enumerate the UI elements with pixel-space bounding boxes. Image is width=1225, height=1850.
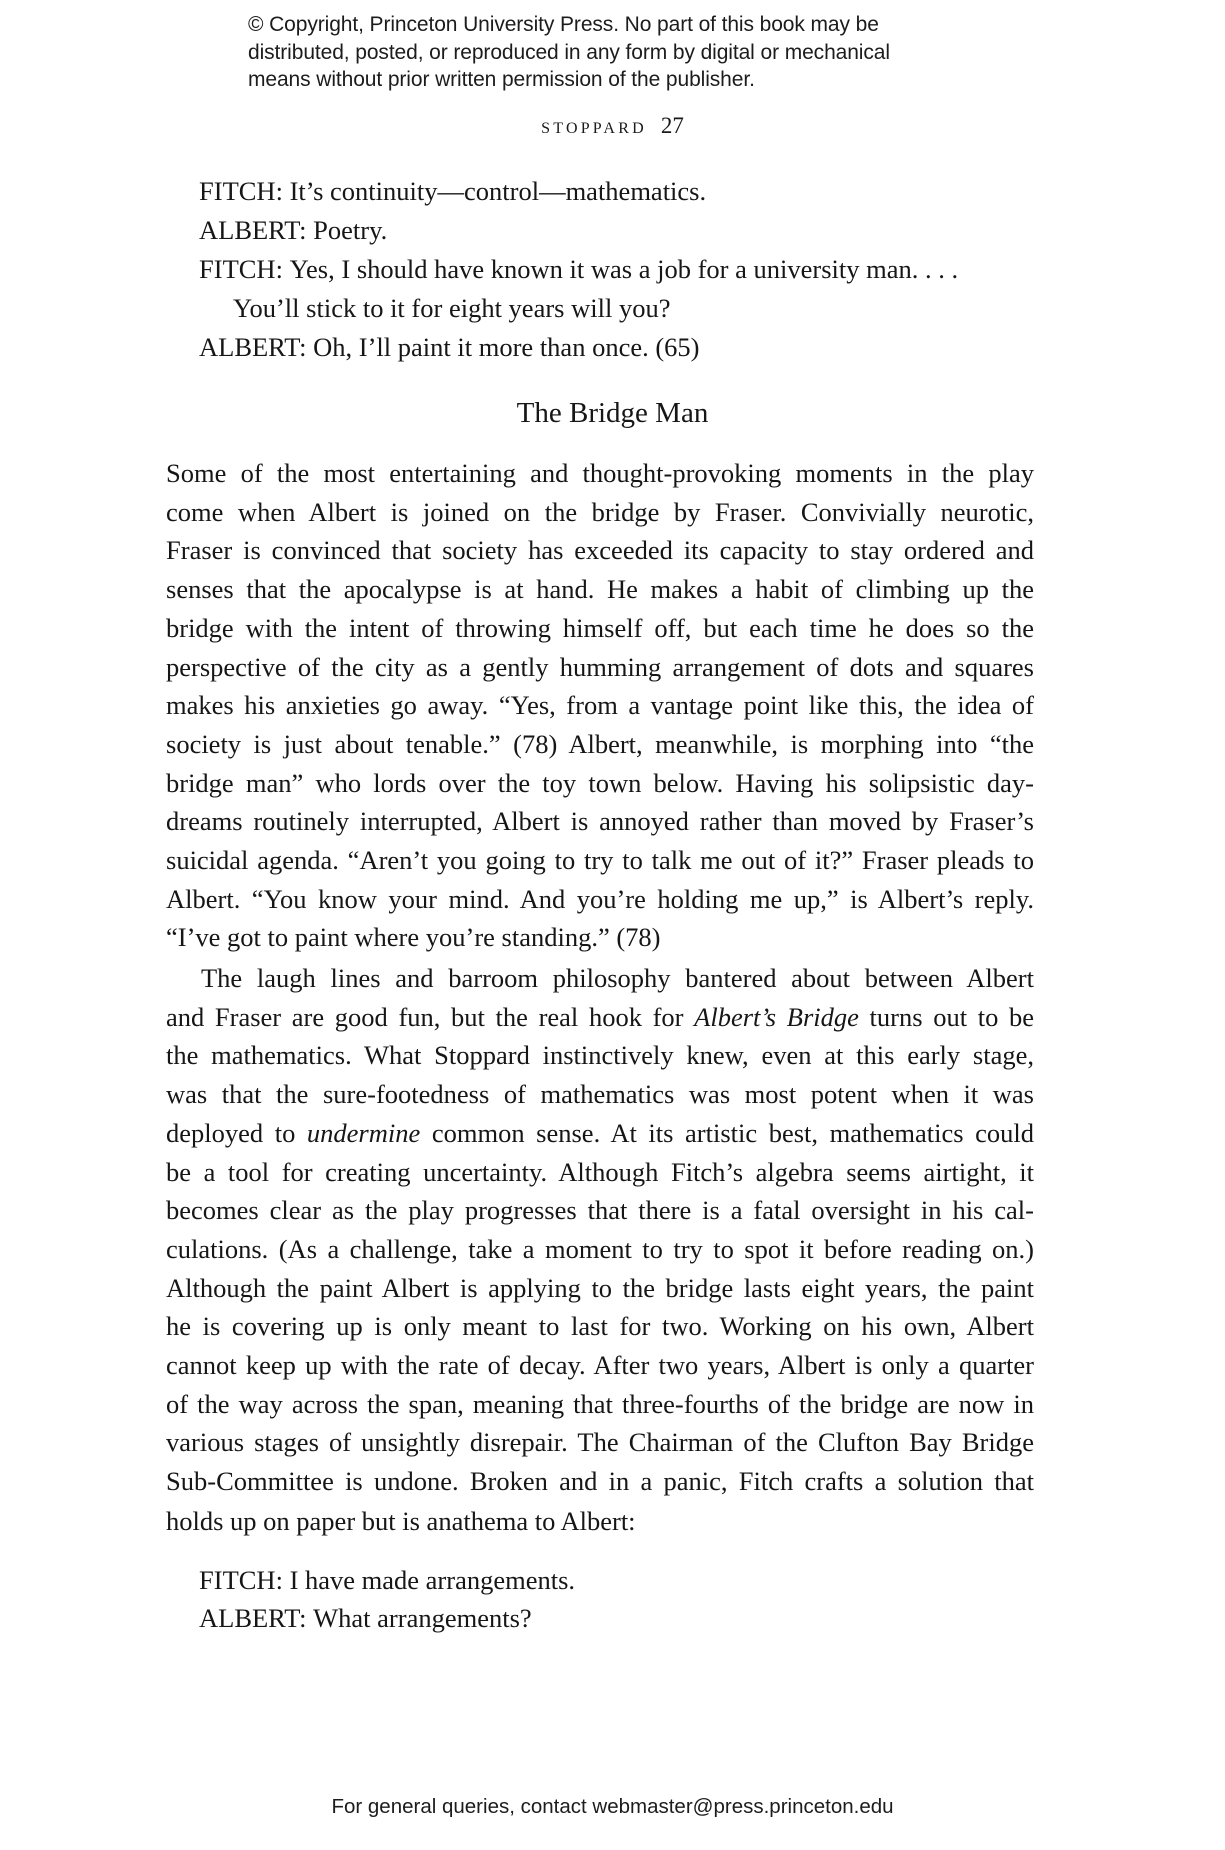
body-line: come when Albert is joined on the bridge by Fraser. Convivially neurotic, (166, 496, 1034, 527)
body-text: turns out to be (858, 1001, 1034, 1032)
body-line (166, 1114, 1034, 1152)
dialogue-line (199, 172, 706, 210)
body-text: deployed to (166, 1117, 307, 1148)
dialogue-text: It’s continuity—control—mathematics. (289, 176, 707, 206)
body-line: Sub-Committee is undone. Broken and in a panic, Fitch crafts a solution that (166, 1466, 1034, 1497)
body-line: various stages of unsightly disrepair. The Chairman of the Clufton Bay Bridge (166, 1427, 1034, 1458)
body-line: was that the sure-footedness of mathematics was most potent when it was (166, 1079, 1034, 1110)
page-number: 27 (660, 113, 684, 138)
body-line: cannot keep up with the rate of decay. After two years, Albert is only a quarter (166, 1350, 1034, 1380)
body-line: senses that the apocalypse is at hand. He makes a habit of climbing up the (166, 574, 1034, 605)
copyright-line: distributed, posted, or reproduced in any form by digital or mechanical (248, 40, 890, 64)
emphasis: undermine (306, 1117, 421, 1148)
body-line: Some of the most entertaining and thought-provoking moments in the play (166, 458, 1034, 488)
speaker-name: ALBERT: (199, 1603, 307, 1633)
speaker-name: FITCH: (199, 176, 283, 206)
copyright-line: © Copyright, Princeton University Press. No part of this book may be (248, 13, 879, 36)
body-line: of the way across the span, meaning that three-fourths of the bridge are now in (166, 1388, 1034, 1419)
speaker-name: FITCH: (199, 254, 283, 284)
body-line: Fraser is convinced that society has exceeded its capacity to stay ordered and (166, 535, 1034, 566)
body-line: dreams routinely interrupted, Albert is annoyed rather than moved by Fraser’s (166, 806, 1034, 837)
body-line: perspective of the city as a gently humming arrangement of dots and squares (166, 651, 1034, 682)
body-line: bridge with the intent of throwing himself off, but each time he does so the (166, 612, 1034, 643)
copyright-notice (248, 11, 1008, 94)
dialogue-line (199, 250, 958, 288)
dialogue-continuation (233, 289, 670, 327)
dialogue-text: Poetry. (313, 215, 388, 245)
dialogue-line (199, 328, 700, 366)
running-head-title: STOPPARD (541, 120, 647, 137)
dialogue-line (199, 1561, 575, 1599)
body-text: and Fraser are good fun, but the real hook for (166, 1001, 695, 1032)
dialogue-text: Oh, I’ll paint it more than once. (65) (313, 332, 700, 362)
dialogue-line (199, 211, 387, 249)
body-line: “I’ve got to paint where you’re standing.” (78) (166, 922, 661, 953)
body-line: culations. (As a challenge, take a moment to try to spot it before reading on.) (166, 1233, 1034, 1264)
footer-contact: For general queries, contact webmaster@press.princeton.edu (331, 1795, 894, 1818)
body-line: suicidal agenda. “Aren’t you going to try to talk me out of it?” Fraser pleads to (166, 845, 1034, 875)
body-line (166, 998, 1034, 1036)
running-head (0, 113, 1225, 139)
speaker-name: FITCH: (199, 1565, 283, 1595)
body-line: holds up on paper but is anathema to Albert: (166, 1506, 636, 1536)
body-line: becomes clear as the play progresses that there is a fatal oversight in his cal- (166, 1195, 1034, 1226)
dialogue-text: I have made arrangements. (289, 1565, 576, 1595)
body-line: Although the paint Albert is applying to the bridge lasts eight years, the paint (166, 1272, 1034, 1303)
dialogue-line (199, 1599, 532, 1637)
play-title: Albert’s Bridge (694, 1001, 859, 1032)
body-line: The laugh lines and barroom philosophy bantered about between Albert (201, 963, 1034, 993)
body-line: Albert. “You know your mind. And you’re holding me up,” is Albert’s reply. (166, 883, 1034, 914)
section-heading: The Bridge Man (516, 397, 709, 429)
body-line: bridge man” who lords over the toy town below. Having his solipsistic day- (166, 767, 1034, 798)
body-line: be a tool for creating uncertainty. Although Fitch’s algebra seems airtight, it (166, 1156, 1034, 1187)
speaker-name: ALBERT: (199, 215, 307, 245)
dialogue-text: Yes, I should have known it was a job for a university man. . . . (289, 254, 959, 284)
body-line: he is covering up is only meant to last for two. Working on his own, Albert (166, 1311, 1034, 1342)
body-line: society is just about tenable.” (78) Albert, meanwhile, is morphing into “the (166, 728, 1034, 759)
copyright-line: means without prior written permission of the publisher. (248, 68, 755, 91)
body-text: common sense. At its artistic best, mathematics could (420, 1117, 1034, 1148)
speaker-name: ALBERT: (199, 332, 307, 362)
dialogue-text: What arrangements? (313, 1603, 532, 1633)
body-line: makes his anxieties go away. “Yes, from a vantage point like this, the idea of (166, 690, 1034, 721)
body-line: the mathematics. What Stoppard instinctively knew, even at this early stage, (166, 1040, 1034, 1071)
dialogue-text: You’ll stick to it for eight years will you? (233, 293, 671, 323)
